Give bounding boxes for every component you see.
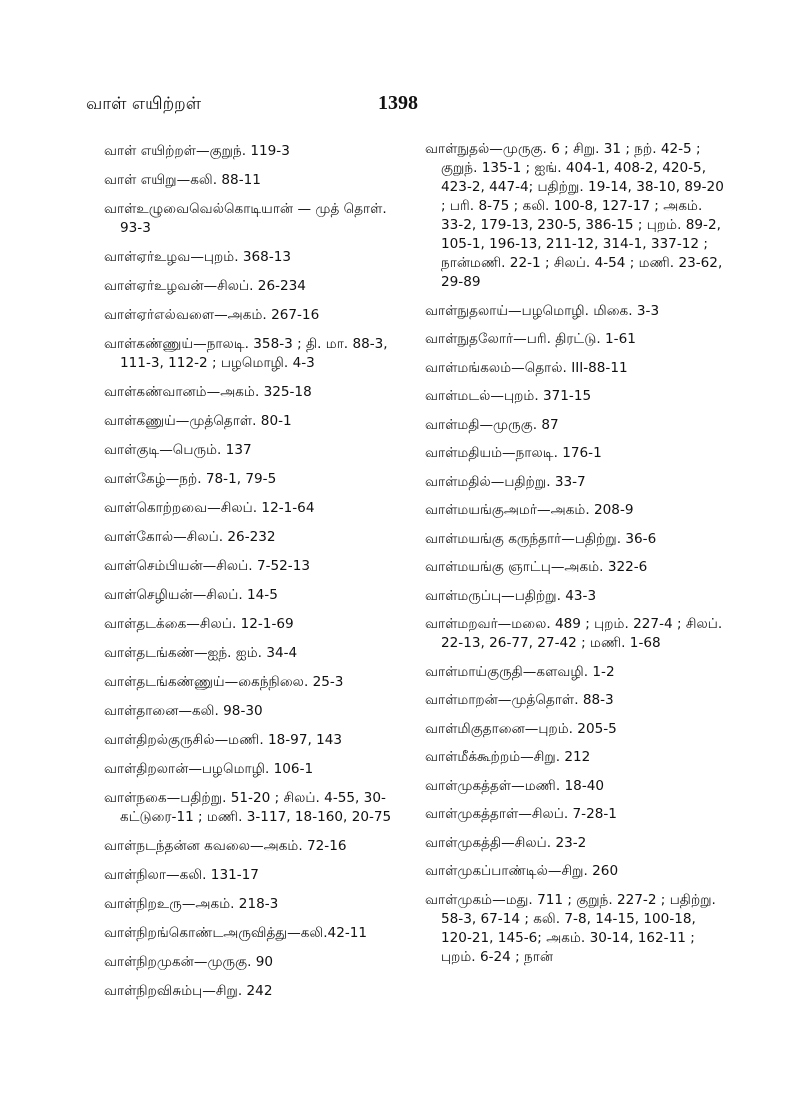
index-entry: வாள்நகை—பதிற்று. 51-20 ; சிலப். 4-55, 30-கட்டுரை-11 ; மணி. 3-117, 18-160, 20-75 bbox=[104, 790, 392, 825]
index-entry: வாள்கொற்றவை—சிலப். 12-1-64 bbox=[104, 500, 315, 516]
index-entry: வாள்கணுய்—முத்தொள். 80-1 bbox=[104, 413, 292, 429]
index-entry: வாள்முகத்தள்—மணி. 18-40 bbox=[425, 777, 605, 794]
index-entry: வாள்நடந்தன்ன கவலை—அகம். 72-16 bbox=[104, 838, 347, 854]
index-entry: வாள்செழியன்—சிலப். 14-5 bbox=[104, 587, 278, 603]
index-entry: வாள்கோல்—சிலப். 26-232 bbox=[104, 529, 276, 545]
index-entry: வாள்தடங்கண்—ஐந். ஐம். 34-4 bbox=[104, 645, 298, 661]
page-number: 1398 bbox=[378, 92, 418, 114]
index-entry: வாள்நுதலோர்—பரி. திரட்டு. 1-61 bbox=[425, 331, 636, 347]
index-entry: வாள்மிகுதானை—புறம். 205-5 bbox=[425, 720, 617, 737]
index-entry: வாள்தடக்கை—சிலப். 12-1-69 bbox=[104, 616, 294, 632]
index-entry: வாள் எயிறு—கலி. 88-11 bbox=[104, 172, 261, 188]
index-entry: வாள்கண்ணுய்—நாலடி. 358-3 ; தி. மா. 88-3, 111-3, 112-2 ; பழமொழி. 4-3 bbox=[104, 336, 388, 371]
index-entry: வாள்குடி—பெரும். 137 bbox=[104, 442, 252, 458]
index-entry: வாள்செம்பியன்—சிலப். 7-52-13 bbox=[104, 558, 310, 574]
index-entry: வாள்நிறமுகன்—முருகு. 90 bbox=[104, 954, 274, 970]
index-entry: வாள்நுதலாய்—பழமொழி. மிகை. 3-3 bbox=[425, 302, 660, 319]
index-entry: வாள்நுதல்—முருகு. 6 ; சிறு. 31 ; நற். 42-5 ; குறுந். 135-1 ; ஐங். 404-1, 408-2, 420-5, 423-2, 447-4; பதிற்று. 19-14, 38-10, 89-20 ; பரி. 8-75 ; கலி. 100-8, 127-17 ; அகம். 33-2, 179-13, 230-5, 386-15 ; புறம். 89-2, 105-1, 196-13, 211-12, 314-1, 337-12 ; நான்மணி. 22-1 ; சிலப். 4-54 ; மணி. 23-62, 29-89 bbox=[425, 141, 724, 290]
index-entry: வாள்மங்கலம்—தொல். III-88-11 bbox=[425, 359, 628, 376]
index-entry: வாள்முகத்தாள்—சிலப். 7-28-1 bbox=[425, 806, 617, 822]
index-entry: வாள்முகம்—மது. 711 ; குறுந். 227-2 ; பதிற்று. 58-3, 67-14 ; கலி. 7-8, 14-15, 100-18, 120-21, 145-6; அகம். 30-14, 162-11 ; புறம். 6-24 ; நான் bbox=[425, 891, 716, 965]
right-column bbox=[425, 140, 725, 976]
index-entry: வாள்கண்வானம்—அகம். 325-18 bbox=[104, 384, 312, 400]
index-entry: வாள்தானை—கலி. 98-30 bbox=[104, 703, 263, 719]
index-entry: வாள்மாய்குருதி—களவழி. 1-2 bbox=[425, 663, 615, 680]
index-entry: வாள்மயங்கு ஞாட்பு—அகம். 322-6 bbox=[425, 559, 648, 575]
index-entry: வாள்நிறஉரு—அகம். 218-3 bbox=[104, 896, 279, 912]
index-entry: வாள்திறலான்—பழமொழி. 106-1 bbox=[104, 761, 314, 777]
index-entry: வாள்மடல்—புறம். 371-15 bbox=[425, 388, 592, 404]
index-entry: வாள்ஏர்உழவன்—சிலப். 26-234 bbox=[104, 278, 306, 294]
index-entry: வாள்தடங்கண்ணுய்—கைந்நிலை. 25-3 bbox=[104, 674, 344, 690]
index-entry: வாள்நிறவிசும்பு—சிறு. 242 bbox=[104, 983, 273, 999]
index-entry: வாள்மயங்கு கருந்தார்—பதிற்று. 36-6 bbox=[425, 530, 657, 547]
index-entry: வாள்மறவர்—மலை. 489 ; புறம். 227-4 ; சிலப். 22-13, 26-77, 27-42 ; மணி. 1-68 bbox=[425, 616, 723, 651]
index-entry: வாள் எயிற்றள்—குறுந். 119-3 bbox=[104, 143, 290, 159]
index-entry: வாள்உழுவைவெல்கொடியான் — முத் தொள். 93-3 bbox=[104, 201, 387, 236]
index-entry: வாள்மதி—முருகு. 87 bbox=[425, 416, 559, 433]
index-entry: வாள்ஏர்எல்வளை—அகம். 267-16 bbox=[104, 307, 320, 323]
index-entry: வாள்திறல்குருசில்—மணி. 18-97, 143 bbox=[104, 732, 343, 748]
index-entry: வாள்முகத்தி—சிலப். 23-2 bbox=[425, 834, 587, 851]
index-entry: வாள்நிறங்கொண்டஅருவித்து—கலி.42-11 bbox=[104, 925, 368, 941]
index-entry: வாள்மீக்கூற்றம்—சிறு. 212 bbox=[425, 749, 591, 765]
index-entry: வாள்மாறன்—முத்தொள். 88-3 bbox=[425, 692, 614, 708]
index-entry: வாள்மருப்பு—பதிற்று. 43-3 bbox=[425, 587, 597, 604]
index-entry: வாள்முகப்பாண்டில்—சிறு. 260 bbox=[425, 863, 619, 879]
index-entry: வாள்கேழ்—நற். 78-1, 79-5 bbox=[104, 471, 277, 487]
index-entry: வாள்மதில்—பதிற்று. 33-7 bbox=[425, 473, 586, 490]
index-entry: வாள்நிலா—கலி. 131-17 bbox=[104, 867, 259, 883]
index-entry: வாள்மயங்குஅமர்—அகம். 208-9 bbox=[425, 502, 634, 518]
index-entry: வாள்ஏர்உழவ—புறம். 368-13 bbox=[104, 249, 292, 265]
left-column bbox=[104, 142, 402, 1011]
running-head-word: வாள் எயிற்றள் bbox=[86, 94, 202, 114]
index-entry: வாள்மதியம்—நாலடி. 176-1 bbox=[425, 445, 602, 461]
